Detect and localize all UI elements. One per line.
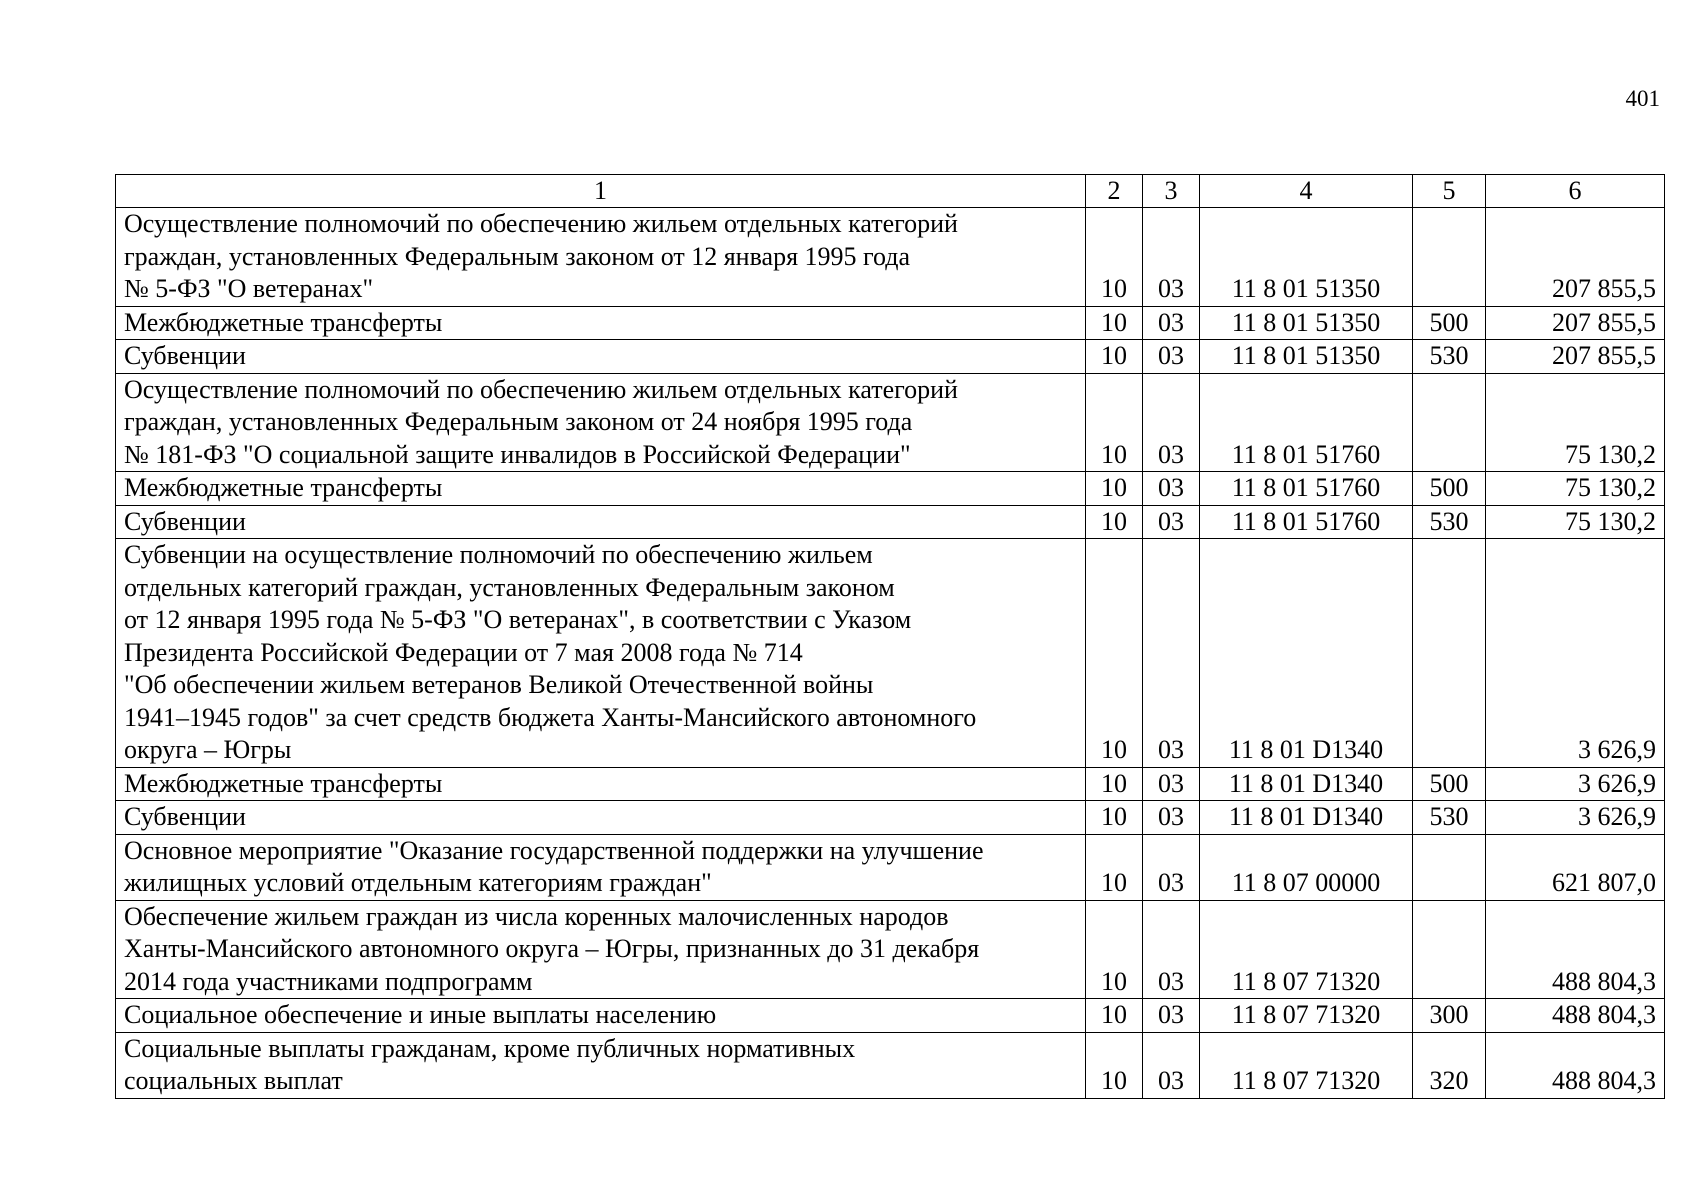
table-body (116, 175, 1665, 1099)
subsection-code: 03 (1143, 505, 1200, 539)
table-row (116, 1032, 1665, 1098)
row-description-line: Осуществление полномочий по обеспечению жильем отдельных категорий (124, 209, 958, 238)
table-row (116, 834, 1665, 900)
row-description-line: Осуществление полномочий по обеспечению жильем отдельных категорий (124, 374, 958, 404)
expense-type-code: 530 (1413, 505, 1486, 539)
expense-type-code: 300 (1413, 999, 1486, 1033)
row-description (116, 539, 1086, 768)
amount: 3 626,9 (1486, 801, 1665, 835)
column-header-5: 5 (1413, 175, 1486, 208)
subsection-code: 03 (1143, 900, 1200, 999)
subsection-code: 03 (1143, 767, 1200, 801)
target-article-code: 11 8 01 51350 (1200, 208, 1413, 307)
row-description-line: Межбюджетные трансферты (124, 307, 443, 337)
amount: 3 626,9 (1486, 767, 1665, 801)
amount: 207 855,5 (1486, 340, 1665, 374)
column-header-6: 6 (1486, 175, 1665, 208)
target-article-code: 11 8 07 00000 (1200, 834, 1413, 900)
target-article-code: 11 8 01 D1340 (1200, 539, 1413, 768)
table-row (116, 472, 1665, 506)
table-row (116, 340, 1665, 374)
table-row (116, 505, 1665, 539)
column-header-4: 4 (1200, 175, 1413, 208)
row-description (116, 306, 1086, 340)
row-description-line: № 5-ФЗ "О ветеранах" (124, 274, 374, 303)
row-description (116, 373, 1086, 472)
row-description (116, 999, 1086, 1033)
table-row (116, 539, 1665, 768)
row-description-line: социальных выплат (124, 1066, 343, 1095)
subsection-code: 03 (1143, 340, 1200, 374)
row-description-line: отдельных категорий граждан, установленных Федеральным законом (124, 572, 895, 602)
table-row (116, 306, 1665, 340)
amount: 488 804,3 (1486, 900, 1665, 999)
row-description-line: Межбюджетные трансферты (124, 768, 443, 798)
table-row (116, 999, 1665, 1033)
row-description-line: Социальное обеспечение и иные выплаты населению (124, 1000, 717, 1029)
section-code: 10 (1086, 801, 1143, 835)
section-code: 10 (1086, 208, 1143, 307)
amount: 207 855,5 (1486, 306, 1665, 340)
expense-type-code: 320 (1413, 1032, 1486, 1098)
row-description-line: Субвенции на осуществление полномочий по обеспечению жильем (124, 540, 873, 569)
amount: 488 804,3 (1486, 1032, 1665, 1098)
row-description-line: Ханты-Мансийского автономного округа – Югры, признанных до 31 декабря (124, 934, 980, 963)
target-article-code: 11 8 07 71320 (1200, 900, 1413, 999)
column-header-3: 3 (1143, 175, 1200, 208)
table-header-row (116, 175, 1665, 208)
target-article-code: 11 8 01 51350 (1200, 340, 1413, 374)
section-code: 10 (1086, 834, 1143, 900)
table-row (116, 208, 1665, 307)
column-header-2: 2 (1086, 175, 1143, 208)
amount: 207 855,5 (1486, 208, 1665, 307)
amount: 75 130,2 (1486, 373, 1665, 472)
expense-type-code: 530 (1413, 801, 1486, 835)
table-row (116, 767, 1665, 801)
expense-type-code (1413, 208, 1486, 307)
target-article-code: 11 8 07 71320 (1200, 1032, 1413, 1098)
table-row (116, 373, 1665, 472)
expense-type-code: 530 (1413, 340, 1486, 374)
row-description (116, 208, 1086, 307)
subsection-code: 03 (1143, 539, 1200, 768)
amount: 488 804,3 (1486, 999, 1665, 1033)
amount: 621 807,0 (1486, 834, 1665, 900)
row-description-line: Обеспечение жильем граждан из числа коренных малочисленных народов (124, 901, 949, 931)
page-number: 401 (1625, 86, 1660, 111)
row-description-line: от 12 января 1995 года № 5-ФЗ "О ветеранах", в соответствии с Указом (124, 605, 912, 634)
row-description-line: округа – Югры (124, 735, 292, 764)
row-description-line: "Об обеспечении жильем ветеранов Великой Отечественной войны (124, 670, 874, 699)
section-code: 10 (1086, 373, 1143, 472)
row-description-line: 2014 года участниками подпрограмм (124, 966, 533, 996)
subsection-code: 03 (1143, 1032, 1200, 1098)
section-code: 10 (1086, 767, 1143, 801)
table-row (116, 900, 1665, 999)
section-code: 10 (1086, 900, 1143, 999)
subsection-code: 03 (1143, 999, 1200, 1033)
subsection-code: 03 (1143, 801, 1200, 835)
amount: 3 626,9 (1486, 539, 1665, 768)
row-description (116, 1032, 1086, 1098)
amount: 75 130,2 (1486, 505, 1665, 539)
expense-type-code: 500 (1413, 767, 1486, 801)
row-description-line: Основное мероприятие "Оказание государственной поддержки на улучшение (124, 835, 984, 865)
section-code: 10 (1086, 539, 1143, 768)
row-description-line: 1941–1945 годов" за счет средств бюджета Ханты-Мансийского автономного (124, 702, 977, 732)
subsection-code: 03 (1143, 208, 1200, 307)
budget-table (115, 174, 1665, 1099)
target-article-code: 11 8 01 51760 (1200, 505, 1413, 539)
section-code: 10 (1086, 340, 1143, 374)
expense-type-code: 500 (1413, 306, 1486, 340)
row-description (116, 801, 1086, 835)
amount: 75 130,2 (1486, 472, 1665, 506)
row-description-line: граждан, установленных Федеральным законом от 24 ноября 1995 года (124, 407, 913, 436)
row-description (116, 767, 1086, 801)
table-row (116, 801, 1665, 835)
section-code: 10 (1086, 999, 1143, 1033)
target-article-code: 11 8 01 51760 (1200, 373, 1413, 472)
row-description-line: Субвенции (124, 506, 246, 536)
subsection-code: 03 (1143, 472, 1200, 506)
expense-type-code: 500 (1413, 472, 1486, 506)
target-article-code: 11 8 01 51350 (1200, 306, 1413, 340)
target-article-code: 11 8 01 51760 (1200, 472, 1413, 506)
row-description-line: № 181-ФЗ "О социальной защите инвалидов в Российской Федерации" (124, 439, 911, 469)
row-description (116, 340, 1086, 374)
expense-type-code (1413, 900, 1486, 999)
section-code: 10 (1086, 505, 1143, 539)
section-code: 10 (1086, 1032, 1143, 1098)
subsection-code: 03 (1143, 834, 1200, 900)
subsection-code: 03 (1143, 306, 1200, 340)
row-description (116, 834, 1086, 900)
row-description-line: Субвенции (124, 802, 246, 831)
expense-type-code (1413, 373, 1486, 472)
row-description-line: жилищных условий отдельным категориям граждан" (124, 868, 712, 897)
target-article-code: 11 8 01 D1340 (1200, 767, 1413, 801)
row-description-line: Субвенции (124, 341, 246, 370)
expense-type-code (1413, 834, 1486, 900)
target-article-code: 11 8 07 71320 (1200, 999, 1413, 1033)
row-description (116, 900, 1086, 999)
row-description (116, 472, 1086, 506)
section-code: 10 (1086, 306, 1143, 340)
target-article-code: 11 8 01 D1340 (1200, 801, 1413, 835)
row-description (116, 505, 1086, 539)
row-description-line: Социальные выплаты гражданам, кроме публичных нормативных (124, 1033, 856, 1063)
column-header-1: 1 (116, 175, 1086, 208)
section-code: 10 (1086, 472, 1143, 506)
row-description-line: Межбюджетные трансферты (124, 473, 443, 502)
row-description-line: граждан, установленных Федеральным законом от 12 января 1995 года (124, 241, 911, 271)
row-description-line: Президента Российской Федерации от 7 мая 2008 года № 714 (124, 637, 803, 667)
expense-type-code (1413, 539, 1486, 768)
subsection-code: 03 (1143, 373, 1200, 472)
